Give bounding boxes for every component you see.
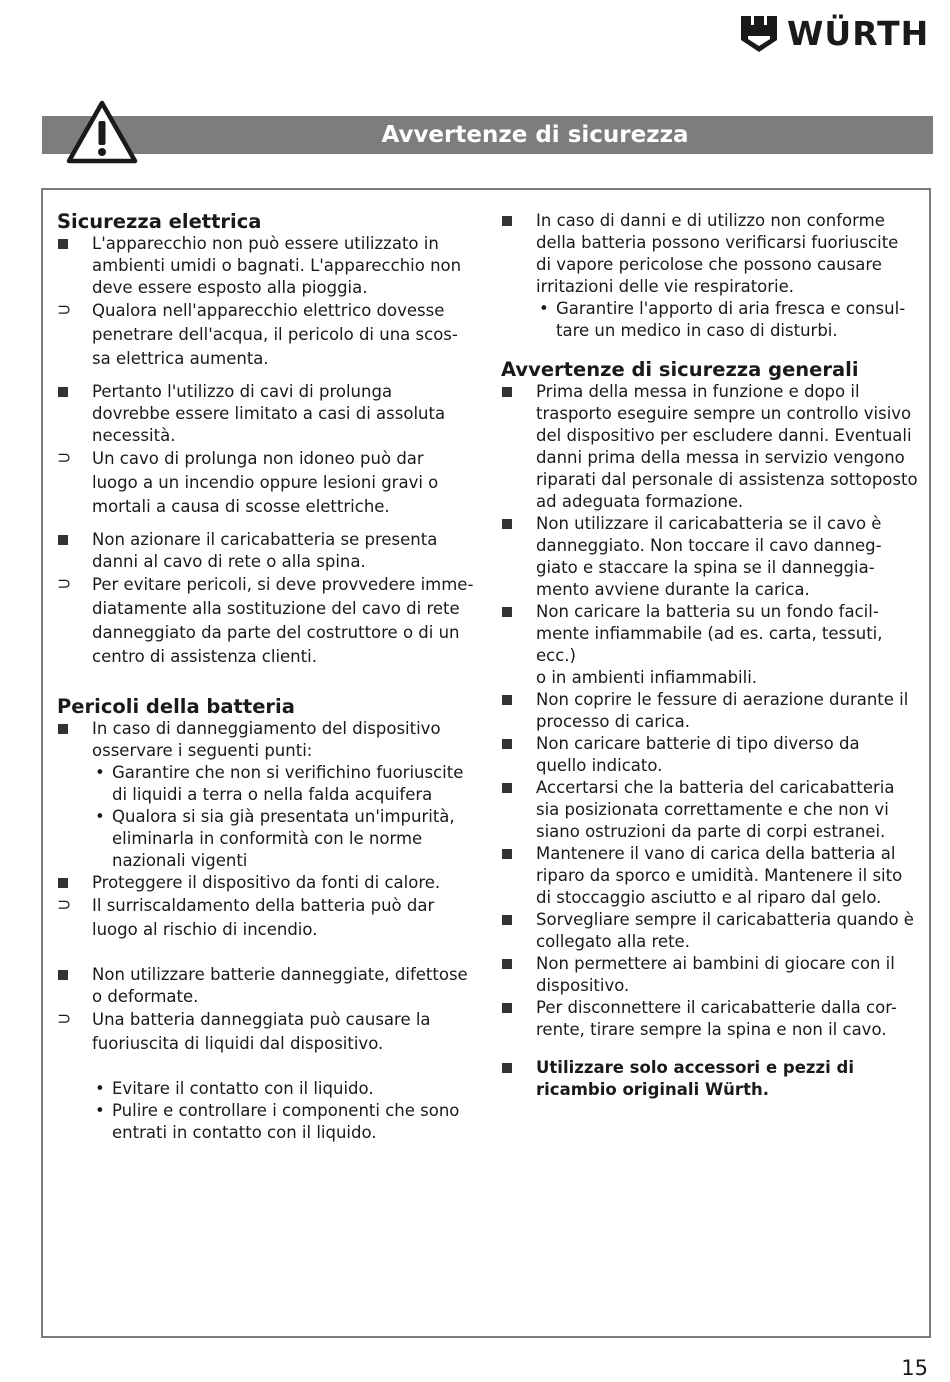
item-text: Sorvegliare sempre il caricabatteria quando è collegato alla rete. bbox=[536, 910, 914, 951]
item-text: Non coprire le fessure di aerazione durante il processo di carica. bbox=[536, 690, 909, 731]
brand-name: WÜRTH bbox=[787, 14, 930, 53]
consequence-item bbox=[57, 1008, 477, 1056]
arrow-bullet-icon: ⊃ bbox=[57, 895, 72, 915]
item-text: Non utilizzare il caricabatteria se il cavo è danneggiato. Non toccare il cavo danneg- giato e staccare la spina se il danneggia- mento avviene durante la carica. bbox=[536, 514, 882, 599]
square-bullet-icon bbox=[502, 739, 512, 749]
section-heading: Avvertenze di sicurezza generali bbox=[501, 358, 859, 381]
square-bullet-icon bbox=[502, 849, 512, 859]
sub-bullet-item bbox=[57, 806, 477, 872]
square-bullet-icon bbox=[502, 1063, 512, 1073]
sub-bullet-item bbox=[57, 1078, 477, 1100]
item-text: Prima della messa in funzione e dopo il trasporto eseguire sempre un controllo visivo del dispositivo per escludere danni. Eventuali danni prima della messa in servizio vengono riparati dal personale di assistenza sottoposto ad adeguata formazione. bbox=[536, 382, 918, 511]
consequence-item bbox=[57, 447, 477, 519]
square-bullet-icon bbox=[58, 535, 68, 545]
dot-bullet-icon: • bbox=[95, 1101, 105, 1120]
item-text: Utilizzare solo accessori e pezzi di ricambio originali Würth. bbox=[536, 1058, 854, 1099]
item-text: Qualora nell'apparecchio elettrico dovesse penetrare dell'acqua, il pericolo di una scos- sa elettrica aumenta. bbox=[92, 301, 458, 368]
dot-bullet-icon: • bbox=[539, 299, 549, 318]
square-bullet-icon bbox=[502, 519, 512, 529]
square-bullet-icon bbox=[58, 970, 68, 980]
arrow-bullet-icon: ⊃ bbox=[57, 300, 72, 320]
square-bullet-icon bbox=[58, 724, 68, 734]
item-text: In caso di danneggiamento del dispositivo osservare i seguenti punti: bbox=[92, 719, 441, 760]
square-bullet-icon bbox=[502, 915, 512, 925]
page-number: 15 bbox=[901, 1356, 928, 1380]
item-text: In caso di danni e di utilizzo non conforme della batteria possono verificarsi fuoriuscite di vapore pericolose che possono causare irritazioni delle vie respiratorie. bbox=[536, 211, 899, 296]
content-box bbox=[41, 188, 931, 1338]
list-item bbox=[501, 210, 921, 298]
dot-bullet-icon: • bbox=[95, 807, 105, 826]
list-item bbox=[501, 953, 921, 997]
square-bullet-icon bbox=[502, 695, 512, 705]
square-bullet-icon bbox=[58, 239, 68, 249]
item-text: Non permettere ai bambini di giocare con il dispositivo. bbox=[536, 954, 895, 995]
warning-triangle-icon bbox=[66, 100, 138, 164]
square-bullet-icon bbox=[502, 959, 512, 969]
list-item bbox=[501, 997, 921, 1041]
sub-bullet-item bbox=[57, 1100, 477, 1144]
list-item bbox=[501, 777, 921, 843]
square-bullet-icon bbox=[502, 216, 512, 226]
item-text: Qualora si sia già presentata un'impurità, eliminarla in conformità con le norme nazionali vigenti bbox=[112, 807, 455, 870]
brand-logo bbox=[739, 12, 935, 56]
section-title-bar bbox=[42, 116, 933, 154]
arrow-bullet-icon: ⊃ bbox=[57, 574, 72, 594]
left-column bbox=[57, 210, 477, 1144]
arrow-bullet-icon: ⊃ bbox=[57, 1009, 72, 1029]
wurth-logo-icon bbox=[739, 14, 779, 54]
list-item bbox=[501, 513, 921, 601]
item-text: Pulire e controllare i componenti che sono entrati in contatto con il liquido. bbox=[112, 1101, 460, 1142]
arrow-bullet-icon: ⊃ bbox=[57, 448, 72, 468]
list-item bbox=[57, 718, 477, 762]
item-text: Per disconnettere il caricabatterie dalla cor- rente, tirare sempre la spina e non il cavo. bbox=[536, 998, 897, 1039]
list-item bbox=[57, 381, 477, 447]
square-bullet-icon bbox=[502, 387, 512, 397]
item-text: Garantire che non si verifichino fuoriuscite di liquidi a terra o nella falda acquifera bbox=[112, 763, 464, 804]
item-text: Mantenere il vano di carica della batteria al riparo da sporco e umidità. Mantenere il sito di stoccaggio asciutto e al riparo dal gelo. bbox=[536, 844, 903, 907]
list-item bbox=[501, 909, 921, 953]
item-text: Non caricare la batteria su un fondo facil- mente infiammabile (ad es. carta, tessuti, ecc.) o in ambienti infiammabili. bbox=[536, 602, 883, 687]
section-heading: Sicurezza elettrica bbox=[57, 210, 262, 233]
section-heading: Pericoli della batteria bbox=[57, 695, 295, 718]
consequence-item bbox=[57, 573, 477, 669]
square-bullet-icon bbox=[502, 1003, 512, 1013]
item-text: Non caricare batterie di tipo diverso da quello indicato. bbox=[536, 734, 860, 775]
square-bullet-icon bbox=[58, 387, 68, 397]
square-bullet-icon bbox=[502, 783, 512, 793]
list-item bbox=[501, 733, 921, 777]
list-item bbox=[57, 964, 477, 1008]
item-text: Accertarsi che la batteria del caricabatteria sia posizionata correttamente e che non vi siano ostruzioni da parte di corpi estranei. bbox=[536, 778, 895, 841]
square-bullet-icon bbox=[502, 607, 512, 617]
item-text: Un cavo di prolunga non idoneo può dar luogo a un incendio oppure lesioni gravi o mortali a causa di scosse elettriche. bbox=[92, 449, 439, 516]
consequence-item bbox=[57, 299, 477, 371]
dot-bullet-icon: • bbox=[95, 763, 105, 782]
page-title: Avvertenze di sicurezza bbox=[381, 122, 689, 148]
item-text: Il surriscaldamento della batteria può dar luogo al rischio di incendio. bbox=[92, 896, 435, 939]
list-item bbox=[501, 843, 921, 909]
item-text: Non azionare il caricabatteria se presenta danni al cavo di rete o alla spina. bbox=[92, 530, 438, 571]
sub-bullet-item bbox=[501, 298, 921, 342]
list-item bbox=[501, 689, 921, 733]
list-item bbox=[501, 1057, 921, 1101]
list-item bbox=[501, 381, 921, 513]
consequence-item bbox=[57, 894, 477, 942]
list-item bbox=[57, 872, 477, 894]
list-item bbox=[501, 601, 921, 689]
right-column bbox=[501, 210, 921, 1101]
item-text: Proteggere il dispositivo da fonti di calore. bbox=[92, 873, 441, 892]
item-text: Garantire l'apporto di aria fresca e consul- tare un medico in caso di disturbi. bbox=[556, 299, 906, 340]
list-item bbox=[57, 233, 477, 299]
item-text: Pertanto l'utilizzo di cavi di prolunga dovrebbe essere limitato a casi di assoluta necessità. bbox=[92, 382, 446, 445]
list-item bbox=[57, 529, 477, 573]
dot-bullet-icon: • bbox=[95, 1079, 105, 1098]
item-text: Evitare il contatto con il liquido. bbox=[112, 1079, 374, 1098]
item-text: Una batteria danneggiata può causare la fuoriuscita di liquidi dal dispositivo. bbox=[92, 1010, 431, 1053]
item-text: L'apparecchio non può essere utilizzato in ambienti umidi o bagnati. L'apparecchio non deve essere esposto alla pioggia. bbox=[92, 234, 462, 297]
item-text: Non utilizzare batterie danneggiate, difettose o deformate. bbox=[92, 965, 468, 1006]
sub-bullet-item bbox=[57, 762, 477, 806]
item-text: Per evitare pericoli, si deve provvedere imme- diatamente alla sostituzione del cavo di rete danneggiato da parte del costruttore o di un centro di assistenza clienti. bbox=[92, 575, 474, 666]
square-bullet-icon bbox=[58, 878, 68, 888]
